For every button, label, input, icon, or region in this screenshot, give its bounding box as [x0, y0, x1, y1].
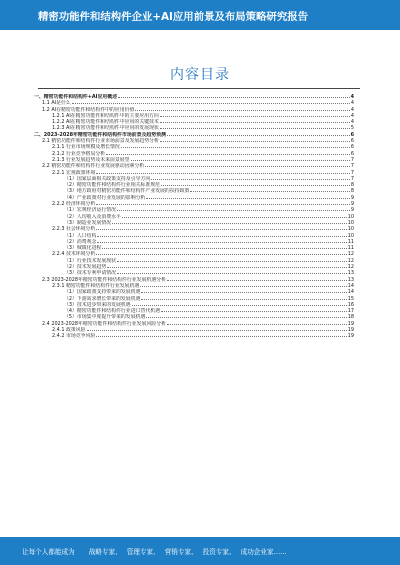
toc-entry-label: 1.1 AI是什么 — [42, 100, 71, 107]
toc-entry-page: 6 — [350, 150, 354, 157]
toc-entry-page: 13 — [347, 276, 354, 283]
toc-entry-label: 1.2.2 AI在精密功能件和结构件中应用的关键技术 — [52, 119, 159, 126]
toc-entry-label: （3）技术进步带来的发展机遇 — [64, 301, 131, 308]
toc-entry-label: （1）人口结构 — [64, 232, 97, 239]
toc-dot-leader — [96, 336, 346, 337]
footer-roles — [89, 546, 292, 556]
toc-dot-leader — [96, 173, 350, 174]
toc-entry-label: （5）市场集中度提升带来的发展机遇 — [64, 314, 146, 321]
toc-dot-leader — [151, 179, 350, 180]
toc-entry-label: 2.4.2 市场竞争风险 — [52, 333, 96, 340]
toc-entry-label: 2.1.1 行业市场规模及增长情况 — [52, 144, 120, 151]
toc-entry-label: 2.2 精密功能件和结构件行业发展驱动因素分析 — [42, 163, 145, 170]
toc-dot-leader — [117, 273, 347, 274]
toc-entry-page: 12 — [347, 251, 354, 258]
toc-entry-page: 6 — [350, 138, 354, 145]
toc-entry-label: （2）下游需求增长带来的发展机遇 — [64, 295, 141, 302]
toc-entry-label: （1）行业技术发展现状 — [64, 257, 117, 264]
toc-entry-label: （2）精密功能件和结构件行业相关标准规范 — [64, 182, 161, 189]
toc-dot-leader — [161, 311, 347, 312]
toc-entry-page: 5 — [350, 125, 354, 132]
toc-entry-label: （3）技术专利申请情况 — [64, 270, 117, 277]
toc-entry-page: 17 — [347, 308, 354, 315]
table-of-contents — [34, 94, 354, 534]
toc-entry-label: （2）人均收入及消费水平 — [64, 213, 121, 220]
toc-dot-leader — [118, 97, 350, 98]
toc-entry-page: 19 — [347, 326, 354, 333]
toc-dot-leader — [190, 191, 349, 192]
toc-entry-page: 15 — [347, 295, 354, 302]
toc-dot-leader — [97, 242, 346, 243]
toc-entry-page: 7 — [350, 163, 354, 170]
toc-entry-label: 1.2.3 AI在精密功能件和结构件中应用的发展现状 — [52, 125, 159, 132]
toc-dot-leader — [121, 147, 350, 148]
toc-dot-leader — [96, 204, 350, 205]
toc-entry-page: 8 — [350, 188, 354, 195]
report-title: 精密功能件和结构件企业+AI应用前景及布局策略研究报告 — [38, 10, 308, 23]
toc-dot-leader — [141, 292, 346, 293]
toc-entry-page: 11 — [347, 245, 354, 252]
toc-entry-page: 4 — [350, 100, 354, 107]
toc-entry-label: （4）产业政策对行业发展的影响分析 — [64, 194, 146, 201]
toc-entry-page: 14 — [347, 289, 354, 296]
toc-dot-leader — [167, 135, 350, 136]
toc-entry-label: 2.2.2 经济环境分析 — [52, 201, 96, 208]
toc-dot-leader — [135, 110, 350, 111]
toc-dot-leader — [117, 261, 347, 262]
toc-entry-label: （1）国家层面相关政策支持及引导方向 — [64, 175, 151, 182]
toc-entry-page: 4 — [350, 119, 354, 126]
toc-entry-page: 9 — [350, 201, 354, 208]
toc-entry-page: 13 — [347, 270, 354, 277]
toc-dot-leader — [160, 116, 350, 117]
toc-dot-leader — [96, 229, 346, 230]
toc-entry[interactable] — [34, 333, 354, 339]
toc-entry-page: 4 — [350, 112, 354, 119]
footer-role-item: 投资专家、 — [202, 548, 236, 556]
toc-entry-page: 11 — [347, 238, 354, 245]
toc-divider — [38, 88, 360, 89]
toc-entry-page: 10 — [347, 219, 354, 226]
toc-dot-leader — [122, 217, 347, 218]
toc-entry-page: 10 — [347, 232, 354, 239]
toc-entry-label: 2.1.2 行业竞争格局分析 — [52, 150, 106, 157]
footer-role-item: 管理专家、 — [126, 548, 160, 556]
toc-dot-leader — [112, 223, 347, 224]
toc-entry-label: 2.2.1 宏观政策环境 — [52, 169, 96, 176]
toc-entry-page: 12 — [347, 257, 354, 264]
toc-entry-page: 12 — [347, 264, 354, 271]
toc-entry-label: 2.1.3 行业发展趋势及未来前景展望 — [52, 156, 130, 163]
toc-dot-leader — [132, 305, 347, 306]
toc-dot-leader — [141, 299, 346, 300]
toc-title: 内容目录 — [170, 67, 230, 83]
toc-entry-label: （3）制造业发展情况 — [64, 219, 112, 226]
footer-role-item: 营销专家、 — [164, 548, 198, 556]
toc-entry-page: 4 — [350, 106, 354, 113]
toc-dot-leader — [146, 198, 350, 199]
toc-dot-leader — [87, 330, 347, 331]
toc-entry-page: 9 — [350, 207, 354, 214]
toc-entry-page: 8 — [350, 182, 354, 189]
toc-entry-label: 2.3 2023-2028年精密功能件和结构件行业发展机遇分析 — [42, 276, 167, 283]
toc-entry-page: 7 — [350, 169, 354, 176]
toc-entry-page: 4 — [350, 94, 354, 100]
toc-entry-label: （2）消费观念 — [64, 238, 97, 245]
toc-dot-leader — [106, 154, 350, 155]
toc-entry-label: 1.2 AI在精密功能件和结构件中的应用价值 — [42, 106, 135, 113]
toc-dot-leader — [167, 280, 347, 281]
toc-dot-leader — [96, 254, 346, 255]
toc-entry-label: （4）精密功能件和结构件行业进口替代机遇 — [64, 308, 161, 315]
toc-entry-label: （3）城镇化进程 — [64, 245, 102, 252]
toc-entry-page: 6 — [350, 144, 354, 151]
header-banner — [0, 0, 400, 30]
toc-dot-leader — [117, 210, 350, 211]
toc-entry-page: 6 — [350, 131, 354, 138]
toc-entry-page: 14 — [347, 282, 354, 289]
toc-dot-leader — [102, 248, 346, 249]
toc-entry-label: （1）国家政策支持带来的发展机遇 — [64, 289, 141, 296]
toc-dot-leader — [160, 128, 350, 129]
toc-entry-label: （3）地方政府对精密功能件和结构件产业发展的扶持政策 — [64, 188, 190, 195]
toc-dot-leader — [161, 185, 350, 186]
toc-entry-page: 19 — [347, 333, 354, 340]
toc-entry-page: 7 — [350, 156, 354, 163]
toc-entry-page: 16 — [347, 301, 354, 308]
toc-entry-label: 2.1 精密功能件和结构件行业市场前景及发展趋势分析 — [42, 138, 159, 145]
toc-entry-label: 2.4.1 政策风险 — [52, 326, 86, 333]
toc-entry-label: 2.2.3 社会环境分析 — [52, 226, 96, 233]
toc-entry-page: 9 — [350, 194, 354, 201]
toc-dot-leader — [160, 141, 350, 142]
toc-dot-leader — [131, 160, 350, 161]
toc-entry-label: （2）技术发展趋势 — [64, 264, 107, 271]
toc-entry-label: （1）宏观经济运行情况 — [64, 207, 117, 214]
toc-dot-leader — [160, 122, 350, 123]
footer-banner — [0, 537, 400, 565]
toc-entry-page: 19 — [347, 320, 354, 327]
toc-dot-leader — [107, 267, 347, 268]
toc-dot-leader — [140, 286, 346, 287]
toc-entry-page: 18 — [347, 314, 354, 321]
toc-dot-leader — [146, 317, 346, 318]
toc-entry-page: 10 — [347, 226, 354, 233]
toc-dot-leader — [97, 236, 346, 237]
toc-entry-label: 二、2023-2028年精密功能件和结构件市场前景及趋势预测 — [34, 131, 166, 138]
toc-entry-label: 2.3.1 精密功能件和结构件行业发展机遇 — [52, 282, 140, 289]
toc-dot-leader — [145, 166, 350, 167]
toc-entry-label: 1.2.1 AI在精密功能件和结构件中的主要应用方向 — [52, 112, 159, 119]
toc-dot-leader — [167, 324, 347, 325]
footer-slogan: 让每个人都能成为 — [22, 548, 75, 556]
footer-role-item: 战略专家、 — [88, 548, 122, 556]
toc-entry-page: 10 — [347, 213, 354, 220]
toc-entry-label: 2.4 2023-2028年精密功能件和结构件行业发展风险分析 — [42, 320, 167, 327]
toc-entry-page: 7 — [350, 175, 354, 182]
toc-entry-label: 一、精密功能件和结构件+AI应用概述 — [34, 94, 118, 100]
toc-entry-label: 2.2.4 技术环境分析 — [52, 251, 96, 258]
footer-role-item: 成功企业家…… — [240, 548, 287, 556]
toc-dot-leader — [72, 103, 350, 104]
